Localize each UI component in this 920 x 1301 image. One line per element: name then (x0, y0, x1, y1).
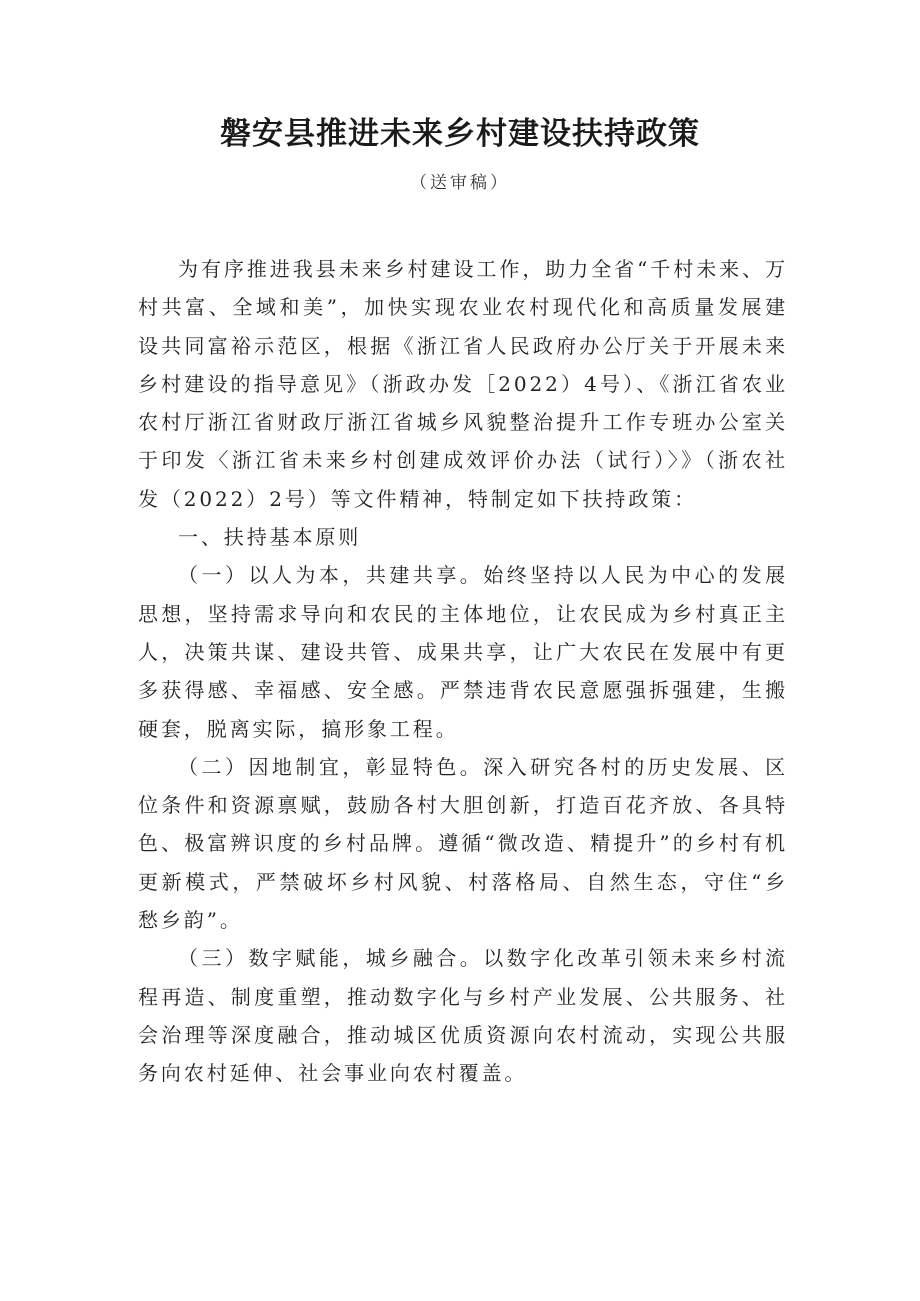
section-heading-principles: 一、扶持基本原则 (178, 525, 362, 550)
document-title: 磐安县推进未来乡村建设扶持政策 (220, 116, 700, 152)
principle-paragraph-1: （一）以人为本，共建共享。始终坚持以人民为中心的发展思想，坚持需求导向和农民的主体地位，让农民成为乡村真正主人，决策共谋、建设共管、成果共享，让广大农民在发展中有更多获得感、幸福感、安全感。严禁违背农民意愿强拆强建，生搬硬套，脱离实际，搞形象工程。 (138, 563, 788, 741)
intro-paragraph: 为有序推进我县未来乡村建设工作，助力全省“千村未来、万村共富、全域和美”，加快实现农业农村现代化和高质量发展建设共同富裕示范区，根据《浙江省人民政府办公厅关于开展未来乡村建设的指导意见》（浙政办发［2022）4号）、《浙江省农业农村厅浙江省财政厅浙江省城乡风貌整治提升工作专班办公室关于印发〈浙江省未来乡村创建成效评价办法（试行）〉》（浙农社发（2022）2号）等文件精神，特制定如下扶持政策： (138, 257, 788, 511)
principle-paragraph-3: （三）数字赋能，城乡融合。以数字化改革引领未来乡村流程再造、制度重塑，推动数字化与乡村产业发展、公共服务、社会治理等深度融合，推动城区优质资源向农村流动，实现公共服务向农村延伸、社会事业向农村覆盖。 (138, 946, 788, 1086)
principle-paragraph-2: （二）因地制宜，彰显特色。深入研究各村的历史发展、区位条件和资源禀赋，鼓励各村大胆创新，打造百花齐放、各具特色、极富辨识度的乡村品牌。遵循“微改造、精提升”的乡村有机更新模式，严禁破坏乡村风貌、村落格局、自然生态，守住“乡愁乡韵”。 (138, 754, 788, 933)
document-subtitle: （送审稿） (410, 173, 510, 193)
document-body (138, 250, 788, 1093)
